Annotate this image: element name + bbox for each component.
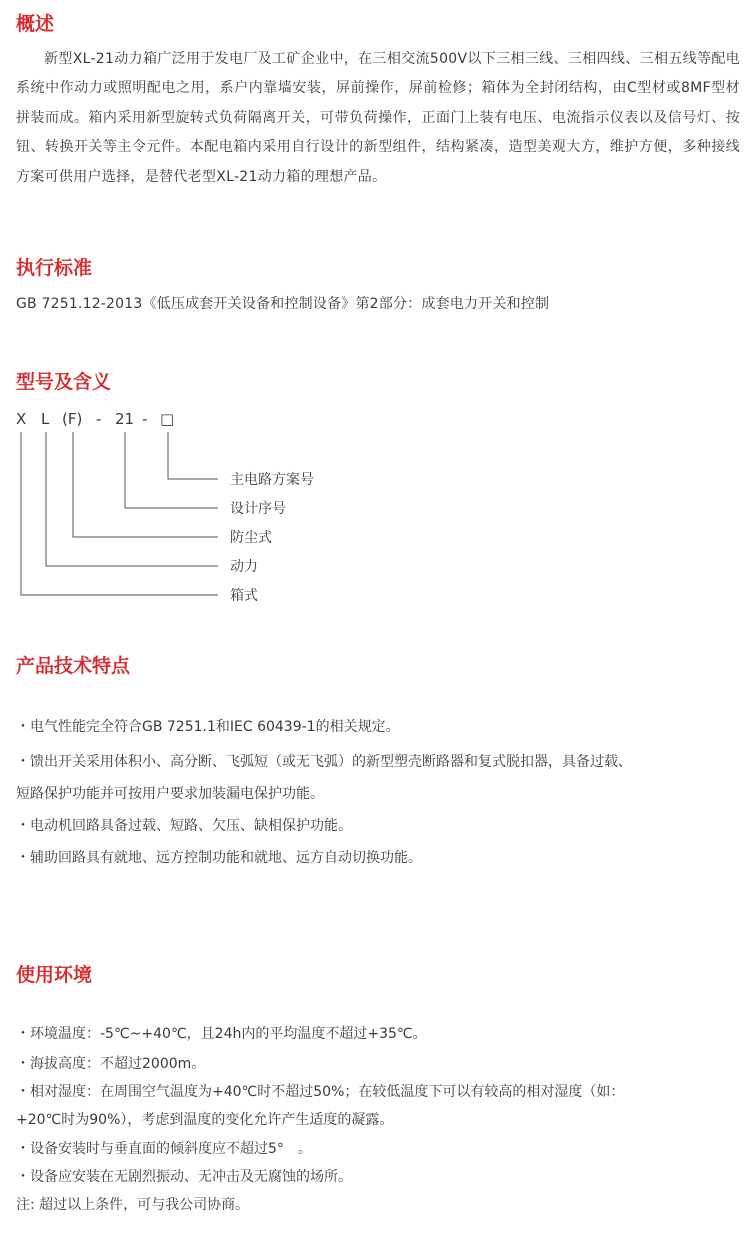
feature-item: ・辅助回路具有就地、远方控制功能和就地、远方自动切换功能。 [16, 850, 422, 866]
label-power: 动力 [230, 559, 258, 575]
code-f: (F) [62, 410, 83, 428]
model-bracket-lines [0, 0, 750, 620]
features-heading: 产品技术特点 [16, 655, 131, 677]
code-21: 21 [115, 410, 135, 428]
standard-heading: 执行标准 [16, 257, 93, 279]
overview-heading: 概述 [16, 13, 55, 35]
code-x: X [16, 410, 27, 428]
environment-item: ・环境温度：-5℃~+40℃，且24h内的平均温度不超过+35℃。 [16, 1026, 427, 1042]
code-box: □ [160, 410, 175, 428]
feature-item: ・电动机回路具备过载、短路、欠压、缺相保护功能。 [16, 818, 352, 834]
label-box-type: 箱式 [230, 588, 258, 604]
label-dustproof: 防尘式 [230, 530, 272, 546]
overview-paragraph: 新型XL-21动力箱广泛用于发电厂及工矿企业中，在三相交流500V以下三相三线、三相四线、三相五线等配电系统中作动力或照明配电之用，系户内靠墙安装，屏前操作，屏前检修；箱体为全封闭结构，由C型材或8MF型材拼装而成。箱内采用新型旋转式负荷隔离开关，可带负荷操作，正面门上装有电压、电流指示仪表以及信号灯、按钮、转换开关等主令元件。本配电箱内采用自行设计的新型组件，结构紧凑，造型美观大方，维护方便，多种接线方案可供用户选择，是替代老型XL-21动力箱的理想产品。 [16, 51, 740, 185]
feature-item-continued: 短路保护功能并可按用户要求加装漏电保护功能。 [16, 786, 324, 802]
environment-item-continued: +20℃时为90%），考虑到温度的变化允许产生适度的凝露。 [16, 1112, 394, 1128]
model-heading: 型号及含义 [16, 371, 112, 393]
code-dash-2: - [142, 410, 148, 428]
label-main-circuit: 主电路方案号 [230, 472, 314, 488]
environment-heading: 使用环境 [16, 964, 93, 986]
code-dash-1: - [96, 410, 102, 428]
feature-item: ・电气性能完全符合GB 7251.1和IEC 60439-1的相关规定。 [16, 719, 400, 735]
label-design-no: 设计序号 [230, 501, 286, 517]
standard-text: GB 7251.12-2013《低压成套开关设备和控制设备》第2部分：成套电力开关和控制 [16, 296, 550, 312]
environment-item: ・相对湿度：在周围空气温度为+40℃时不超过50%；在较低温度下可以有较高的相对湿度（如： [16, 1084, 625, 1100]
code-l: L [41, 410, 50, 428]
environment-item: ・设备应安装在无剧烈振动、无冲击及无腐蚀的场所。 [16, 1169, 352, 1185]
environment-item: ・海拔高度：不超过2000m。 [16, 1056, 206, 1072]
feature-item: ・馈出开关采用体积小、高分断、飞弧短（或无飞弧）的新型塑壳断路器和复式脱扣器，具备过载、 [16, 754, 632, 770]
environment-note: 注: 超过以上条件，可与我公司协商。 [16, 1197, 250, 1213]
environment-item: ・设备安装时与垂直面的倾斜度应不超过5° 。 [16, 1141, 312, 1157]
